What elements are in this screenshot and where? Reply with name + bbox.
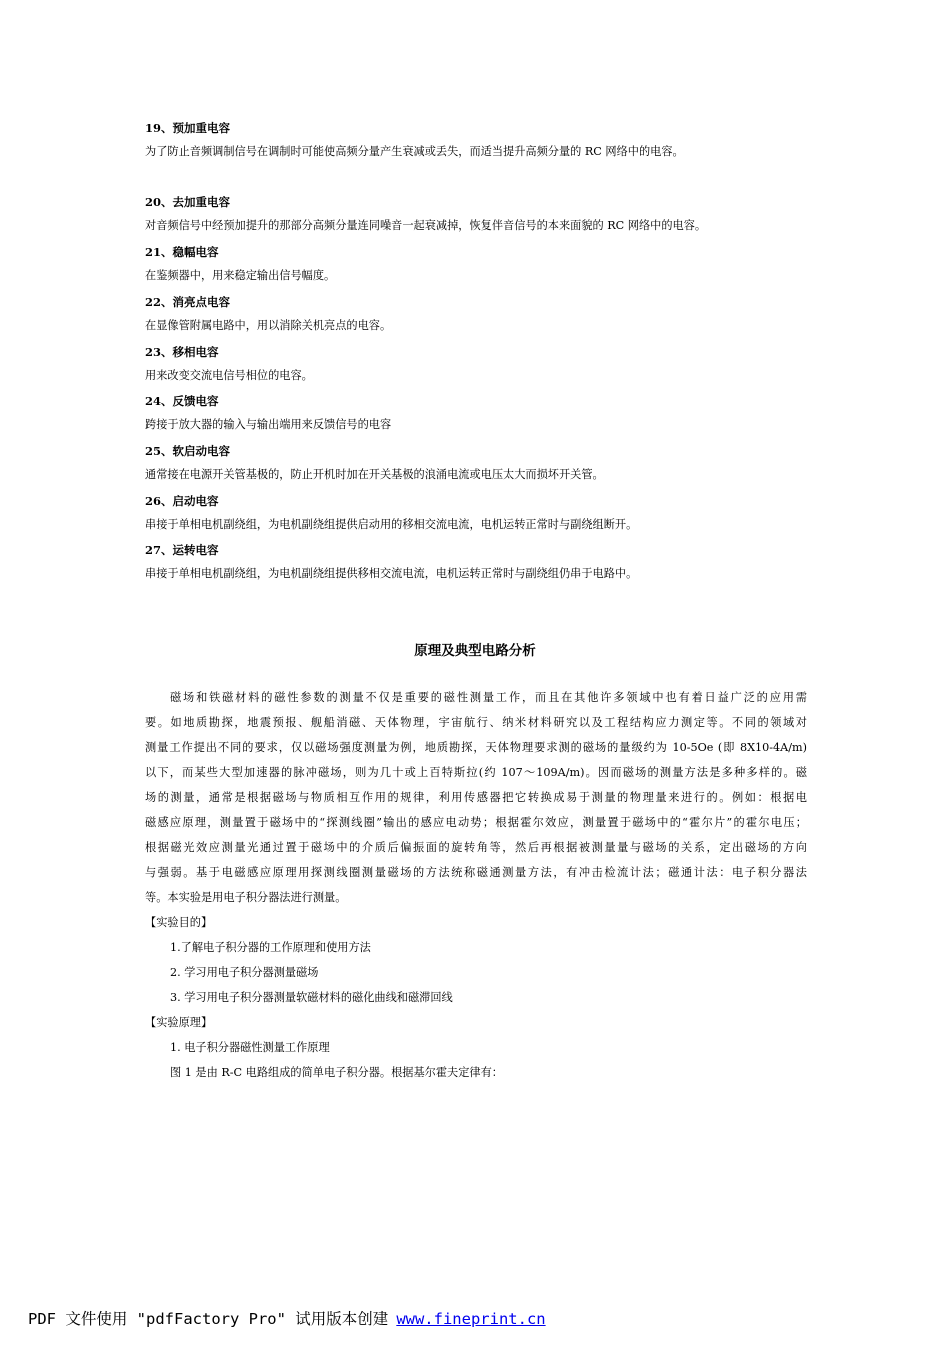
paragraph-line: 场的测量，通常是根据磁场与物质相互作用的规律，利用传感器把它转换成易于测量的物理量来进行的。例如：根据电 [145, 791, 807, 804]
paragraph-line: 根据磁光效应测量光通过置于磁场中的介质后偏振面的旋转角等，然后再根据被测量量与磁场的关系，定出磁场的方向 [145, 841, 807, 854]
footer-text: PDF 文件使用 "pdfFactory Pro" 试用版本创建 [28, 1310, 389, 1328]
section-title: 原理及典型电路分析 [414, 643, 536, 659]
purpose-label: 【实验目的】 [145, 916, 213, 929]
purpose-item: 3. 学习用电子积分器测量软磁材料的磁化曲线和磁滞回线 [170, 991, 453, 1004]
item-heading-20: 20、去加重电容 [145, 195, 231, 209]
item-heading-21: 21、稳幅电容 [145, 245, 219, 259]
item-heading-27: 27、运转电容 [145, 543, 219, 557]
paragraph-line: 测量工作提出不同的要求，仅以磁场强度测量为例，地质勘探，天体物理要求测的磁场的量级约为 10-5Oe (即 8X10-4A/m) [145, 741, 807, 754]
item-desc-22: 在显像管附属电路中，用以消除关机亮点的电容。 [145, 319, 392, 332]
principle-label: 【实验原理】 [145, 1016, 213, 1029]
item-heading-24: 24、反馈电容 [145, 394, 219, 408]
item-desc-21: 在鉴频器中，用来稳定输出信号幅度。 [145, 269, 336, 282]
item-desc-25: 通常接在电源开关管基极的，防止开机时加在开关基极的浪涌电流或电压太大而损坏开关管。 [145, 468, 604, 481]
principle-item: 1. 电子积分器磁性测量工作原理 [170, 1041, 330, 1054]
item-desc-27: 串接于单相电机副绕组，为电机副绕组提供移相交流电流，电机运转正常时与副绕组仍串于电路中。 [145, 567, 638, 580]
footer-link[interactable]: www.fineprint.cn [396, 1310, 546, 1328]
principle-item: 图 1 是由 R-C 电路组成的简单电子积分器。根据基尔霍夫定律有： [170, 1066, 503, 1079]
purpose-item: 2. 学习用电子积分器测量磁场 [170, 966, 319, 979]
paragraph-line: 等。本实验是用电子积分器法进行测量。 [145, 891, 347, 904]
paragraph-line: 与强弱。基于电磁感应原理用探测线圈测量磁场的方法统称磁通测量方法，有冲击检流计法；磁通计法：电子积分器法 [145, 866, 807, 879]
purpose-item: 1.了解电子积分器的工作原理和使用方法 [170, 941, 371, 954]
item-desc-26: 串接于单相电机副绕组，为电机副绕组提供启动用的移相交流电流，电机运转正常时与副绕组断开。 [145, 518, 638, 531]
pdf-footer [28, 1308, 546, 1330]
item-desc-20: 对音频信号中经预加提升的那部分高频分量连同噪音一起衰减掉，恢复伴音信号的本来面貌的 RC 网络中的电容。 [145, 219, 707, 232]
paragraph-line: 以下，而某些大型加速器的脉冲磁场，则为几十或上百特斯拉(约 107～109A/m)。因而磁场的测量方法是多种多样的。磁 [145, 766, 807, 779]
paragraph-line: 磁场和铁磁材料的磁性参数的测量不仅是重要的磁性测量工作，而且在其他许多领域中也有着日益广泛的应用需 [170, 691, 807, 704]
item-desc-19: 为了防止音频调制信号在调制时可能使高频分量产生衰减或丢失，而适当提升高频分量的 RC 网络中的电容。 [145, 145, 684, 158]
item-heading-22: 22、消亮点电容 [145, 295, 231, 309]
item-desc-24: 跨接于放大器的输入与输出端用来反馈信号的电容 [145, 418, 392, 431]
item-desc-23: 用来改变交流电信号相位的电容。 [145, 369, 313, 382]
item-heading-26: 26、启动电容 [145, 494, 219, 508]
item-heading-19: 19、预加重电容 [145, 121, 231, 135]
item-heading-25: 25、软启动电容 [145, 444, 231, 458]
paragraph-line: 磁感应原理，测量置于磁场中的“探测线圈”输出的感应电动势；根据霍尔效应，测量置于磁场中的“霍尔片”的霍尔电压； [145, 816, 807, 829]
item-heading-23: 23、移相电容 [145, 345, 219, 359]
paragraph-line: 要。如地质勘探，地震预报、舰船消磁、天体物理，宇宙航行、纳米材料研究以及工程结构应力测定等。不同的领域对 [145, 716, 807, 729]
